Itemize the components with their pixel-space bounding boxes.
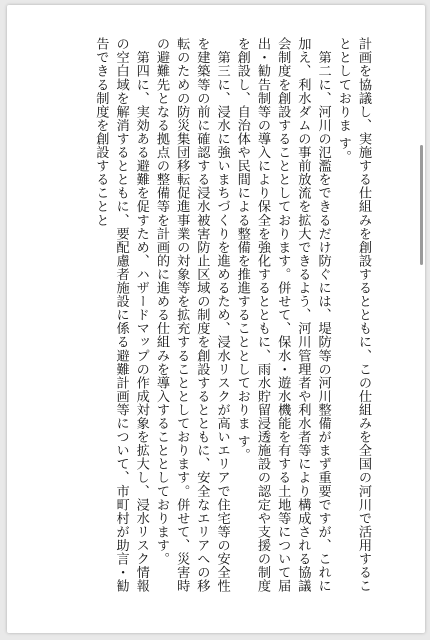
paragraph-4: 第四に、実効ある避難を促すため、ハザードマップの作成対象を拡大し、浸水リスク情報の空白域を解消するとともに、要配慮者施設に係る避難計画等について、市町村が助言・勧告できる制度を創設することと xyxy=(93,37,149,593)
paragraph-3: 第三に、浸水に強いまちづくりを進めるため、浸水リスクが高いエリアで住宅等の安全性を建築等の前に確認する浸水被害防止区域の制度を創設するとともに、安全なエリアへの移転のための防災集団移転促進事業の対象等を拡充することとしております。併せて、災害時の避難先となる拠点の整備等を計画的に進める仕組みを導入することとしております。 xyxy=(153,37,230,593)
document-body xyxy=(43,37,373,597)
paragraph-1: 計画を協議し、実施する仕組みを創設するとともに、この仕組みを全国の河川で活用することとしておりま す。 xyxy=(335,37,371,593)
scrollbar[interactable] xyxy=(420,145,423,265)
document-page xyxy=(7,5,425,633)
paragraph-2: 第二に、河川の氾濫をできるだけ防ぐには、堤防等の河川整備がまず重要ですが、これに加え、利水ダムの事前放流を拡大できるよう、河川管理者や利水者等により構成される協議会制度を創設することとしております。併せて、保水・遊水機能を有する土地等について届出・勧告制等の導入により保全を強化するとともに、雨水貯留浸透施設の認定や支援の制度を創設し、自治体や民間による整備を推進することとしておりま す。 xyxy=(234,37,331,593)
